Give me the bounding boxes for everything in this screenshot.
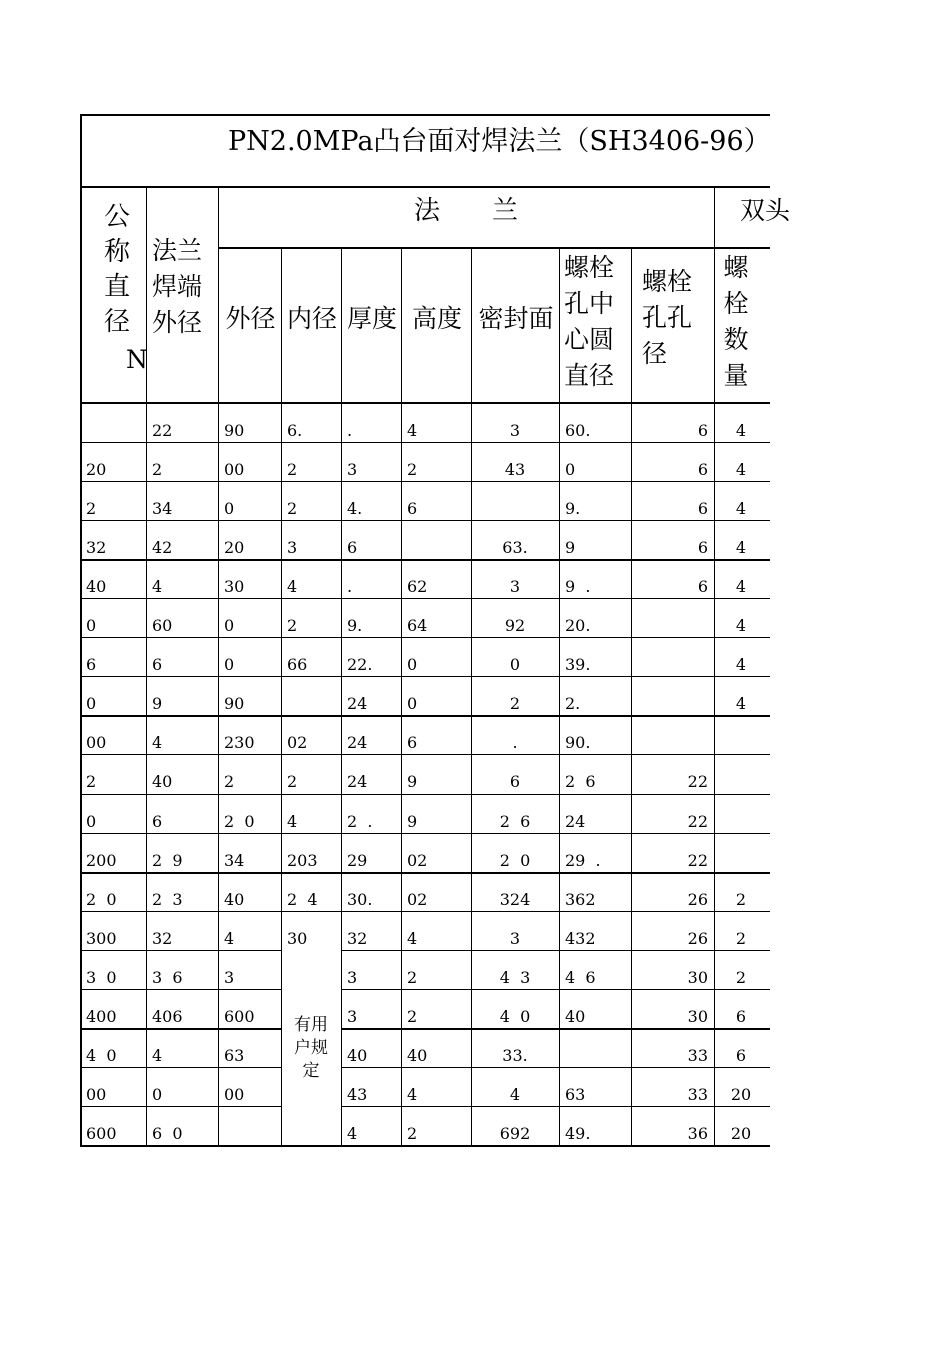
table-cell: 2 . [347,812,373,831]
row-rule [80,950,281,951]
hdr-dn-line-3: 径 [103,307,130,337]
table-cell: 30 [687,1007,708,1026]
note-user-line-1: 户规 [294,1038,328,1058]
table-cell: 200 [86,851,117,870]
table-cell: 29 . [565,851,601,870]
table-cell: 6 [697,421,708,440]
hdr-bolt-hole-line-1: 孔孔 [642,303,693,332]
table-cell: 3 0 [86,968,117,987]
hdr-bolt-circle-text [564,250,614,394]
table-cell: 36 [687,1124,708,1143]
column-rule [471,247,473,1146]
table-cell: 300 [86,929,117,948]
hdr-dn-line-2: 直 [103,272,130,302]
table-cell: 2 0 [224,812,255,831]
table-cell: 60. [565,421,591,440]
table-cell: 22. [347,655,373,674]
table-cell: 20 [224,538,245,557]
note-user-line-2: 定 [302,1061,320,1081]
hdr-bolt-circle-line-3: 直径 [564,361,615,390]
row-rule [80,911,770,912]
hdr-weld-text [152,233,202,341]
table-cell: 600 [224,1007,255,1026]
table-cell: 6 [697,577,708,596]
table-cell: 3 [509,421,521,440]
header-nominal-diameter-suffix: N [126,345,148,374]
table-cell: 02 [407,890,428,909]
table-cell: 3 [347,968,358,987]
hdr-weld-line-2: 外径 [152,308,203,337]
row-rule [80,520,770,521]
table-cell: 3 6 [152,968,183,987]
table-cell: 4 [735,577,747,596]
table-cell: 00 [86,1085,107,1104]
table-cell: 63 [565,1085,586,1104]
table-cell: 4 [347,1124,358,1143]
row-rule [80,1106,281,1107]
table-cell: 24 [347,694,368,713]
table-cell: 6 [697,460,708,479]
table-cell: 20 [730,1085,752,1104]
hdr-bolt-count-text [716,250,756,394]
table-cell: 32 [86,538,107,557]
hdr-bolt-count-line-0: 螺 [723,253,749,282]
table-cell: 20 [730,1124,752,1143]
hdr-bolt-hole-line-0: 螺栓 [642,267,693,296]
title-bottom-rule [80,186,770,188]
table-cell: 33 [687,1085,708,1104]
table-cell: 34 [224,851,245,870]
table-cell: 00 [86,733,107,752]
table-cell: 33 [687,1046,708,1065]
table-cell: 00 [224,460,245,479]
hdr-bolt-hole-text [642,264,692,372]
table-cell: 2 4 [287,890,318,909]
table-cell: 4 [407,929,418,948]
table-cell: 30. [347,890,373,909]
table-cell: 9 [407,772,418,791]
table-cell: 40 [86,577,107,596]
table-cell: 24 [347,733,368,752]
table-cell: 34 [152,499,173,518]
header-stud-rule [714,247,770,249]
table-cell: 6 0 [152,1124,183,1143]
table-cell: 6 [407,499,418,518]
header-flange-col-0: 外径 [225,304,276,333]
note-user-line-0: 有用 [294,1015,328,1035]
table-cell: 4 [735,655,747,674]
hdr-bolt-circle-line-2: 心圆 [564,325,615,354]
table-cell: 26 [687,929,708,948]
hdr-weld-line-1: 焊端 [152,272,203,301]
row-rule [80,676,770,677]
row-rule [341,1067,770,1068]
table-cell: 02 [407,851,428,870]
table-cell: 4 [735,538,747,557]
table-cell: 40 [565,1007,586,1026]
column-rule [218,186,220,1146]
table-cell: . [347,577,353,596]
table-cell: 3 [509,929,521,948]
hdr-bolt-hole-line-2: 径 [642,339,668,368]
table-cell: 4 0 [499,1007,531,1026]
table-cell: 2 3 [152,890,183,909]
table-cell: 32 [347,929,368,948]
table-cell: 2 [509,694,521,713]
table-cell: 2 [407,1007,418,1026]
table-cell: 0 [407,694,418,713]
table-cell: 2 [735,929,747,948]
table-cell: 43 [347,1085,368,1104]
row-rule [80,989,281,990]
row-rule [80,1145,770,1147]
table-cell: 400 [86,1007,117,1026]
page-title: PN2.0MPa凸台面对焊法兰（SH3406-96） [228,126,771,157]
table-cell: 0 [86,616,97,635]
table-cell: 0 [224,499,235,518]
table-cell: 4 [735,421,747,440]
table-cell: 0 [509,655,521,674]
table-cell: 4 [152,577,163,596]
table-cell: 9 [565,538,576,557]
row-rule [80,559,770,561]
table-cell: 4 [407,1085,418,1104]
table-cell: 230 [224,733,255,752]
table-cell: 29 [347,851,368,870]
table-cell: 432 [565,929,596,948]
table-cell: 0 [224,655,235,674]
table-cell: 90 [224,694,245,713]
table-cell: 62 [407,577,428,596]
row-rule [80,794,770,795]
row-rule [80,715,770,717]
hdr-dn-text [97,200,137,340]
table-cell: 2 9 [152,851,183,870]
table-cell: 2 0 [86,890,117,909]
table-cell: 4 0 [86,1046,117,1065]
table-cell: 4. [347,499,363,518]
table-cell: 3 [347,460,358,479]
table-cell: 43 [504,460,526,479]
table-cell: 6 [697,499,708,518]
table-cell: 600 [86,1124,117,1143]
row-rule [341,950,770,951]
table-cell: 6 [735,1046,747,1065]
column-rule [401,247,403,1146]
row-rule [80,1067,281,1068]
table-cell: 4 [735,460,747,479]
hdr-bolt-count-line-3: 量 [723,361,749,390]
header-group-rule [218,247,714,249]
table-cell: 4 [407,421,418,440]
table-cell: 66 [287,655,308,674]
table-cell: 406 [152,1007,183,1026]
header-group-stud-bolt: 双头 [740,196,791,225]
table-cell: 0 [407,655,418,674]
table-cell: 692 [499,1124,531,1143]
table-cell: 4 [735,616,747,635]
table-cell: 2 [152,460,163,479]
row-rule [341,1106,770,1107]
table-cell: 2 [224,772,235,791]
table-cell: 4 3 [499,968,531,987]
table-cell: 0 [565,460,576,479]
table-cell: 2 [86,499,97,518]
column-rule [146,186,148,1146]
table-cell: 0 [224,616,235,635]
table-cell: 24 [565,812,586,831]
table-cell: 32 [152,929,173,948]
table-cell: 4 6 [565,968,596,987]
table-cell: 4 [287,577,298,596]
hdr-bolt-count-line-1: 栓 [723,289,749,318]
table-cell: 20 [86,460,107,479]
table-cell: 362 [565,890,596,909]
table-cell: 0 [152,1085,163,1104]
header-flange-col-2: 厚度 [346,304,397,333]
table-cell: 6 [347,538,358,557]
table-cell: 324 [499,890,531,909]
table-cell: 6 [152,655,163,674]
table-cell: . [347,421,353,440]
table-cell: 49. [565,1124,591,1143]
table-cell: 203 [287,851,318,870]
table-cell: 9. [565,499,581,518]
table-cell: 22 [152,421,173,440]
table-cell: 42 [152,538,173,557]
table-cell: 4 [224,929,235,948]
hdr-dn-line-1: 称 [103,237,130,267]
table-cell: 3 [509,577,521,596]
table-cell: 2 [735,968,747,987]
table-cell: 39. [565,655,591,674]
table-cell: 3 [287,538,298,557]
table-cell: 2 [86,772,97,791]
header-flange-col-3: 高度 [411,304,462,333]
hdr-bolt-circle-line-0: 螺栓 [564,253,615,282]
table-cell: 4 [287,812,298,831]
table-cell: 63 [224,1046,245,1065]
column-rule [341,247,343,1146]
table-cell: 2 [407,968,418,987]
table-cell: 2 [287,772,298,791]
table-cell: 40 [224,890,245,909]
table-cell: 6 [697,538,708,557]
row-rule [80,442,770,443]
table-cell: 33. [502,1046,528,1065]
table-cell: 02 [287,733,308,752]
table-cell: 2 0 [499,851,531,870]
row-rule [80,637,770,638]
header-group-flange: 法 兰 [413,196,518,226]
hdr-bolt-count-line-2: 数 [723,325,749,354]
table-cell: 9 [152,694,163,713]
row-rule [80,872,770,874]
table-cell: 6 [509,772,521,791]
title-top-rule [80,114,770,116]
row-rule [341,1028,770,1030]
header-flange-col-1: 内径 [286,304,337,333]
column-rule [631,247,633,1146]
row-rule [80,481,770,482]
table-cell: 2 [287,460,298,479]
table-cell: 2 [407,1124,418,1143]
header-bottom-rule [80,402,770,404]
table-cell: 90. [565,733,591,752]
hdr-weld-line-0: 法兰 [152,236,203,265]
table-cell: 2 6 [499,812,531,831]
hdr-dn-line-0: 公 [103,202,130,232]
table-cell: 6. [287,421,303,440]
table-cell: 60 [152,616,173,635]
table-cell: 30 [224,577,245,596]
table-cell: 6 [735,1007,747,1026]
table-cell: 30 [287,929,308,948]
row-rule [80,1028,281,1030]
table-cell: 00 [224,1085,245,1104]
table-cell: 40 [347,1046,368,1065]
table-cell: 63. [502,538,528,557]
table-cell: 2 [287,499,298,518]
table-cell: 0 [86,694,97,713]
table-cell: 3 [224,968,235,987]
hdr-bolt-circle-line-1: 孔中 [564,289,615,318]
table-cell: 9 [407,812,418,831]
table-cell: 4 [735,499,747,518]
table-cell: 90 [224,421,245,440]
table-cell: 9. [347,616,363,635]
left-border [80,114,82,1146]
table-cell: 0 [86,812,97,831]
row-rule [341,989,770,990]
table-cell: 24 [347,772,368,791]
table-cell: 22 [687,772,708,791]
column-rule [559,247,561,1146]
note-user-text [286,1014,336,1083]
table-cell: 92 [504,616,526,635]
table-cell: 6 [86,655,97,674]
column-rule [714,186,716,1146]
row-rule [80,754,770,755]
table-cell: 22 [687,812,708,831]
table-cell: 2. [565,694,581,713]
table-cell: 6 [152,812,163,831]
header-flange-col-4: 密封面 [478,304,554,333]
table-cell: 9 . [565,577,591,596]
row-rule [80,598,770,599]
table-cell: . [512,733,518,752]
table-cell: 6 [407,733,418,752]
table-cell: 2 [287,616,298,635]
table-cell: 26 [687,890,708,909]
column-rule [281,247,283,1146]
table-cell: 20. [565,616,591,635]
table-cell: 64 [407,616,428,635]
table-cell: 4 [152,733,163,752]
table-cell: 2 [735,890,747,909]
table-cell: 2 6 [565,772,596,791]
row-rule [80,833,770,834]
table-cell: 3 [347,1007,358,1026]
table-cell: 4 [735,694,747,713]
table-cell: 22 [687,851,708,870]
table-cell: 4 [509,1085,521,1104]
table-cell: 40 [407,1046,428,1065]
table-cell: 2 [407,460,418,479]
table-cell: 4 [152,1046,163,1065]
table-cell: 40 [152,772,173,791]
table-cell: 30 [687,968,708,987]
